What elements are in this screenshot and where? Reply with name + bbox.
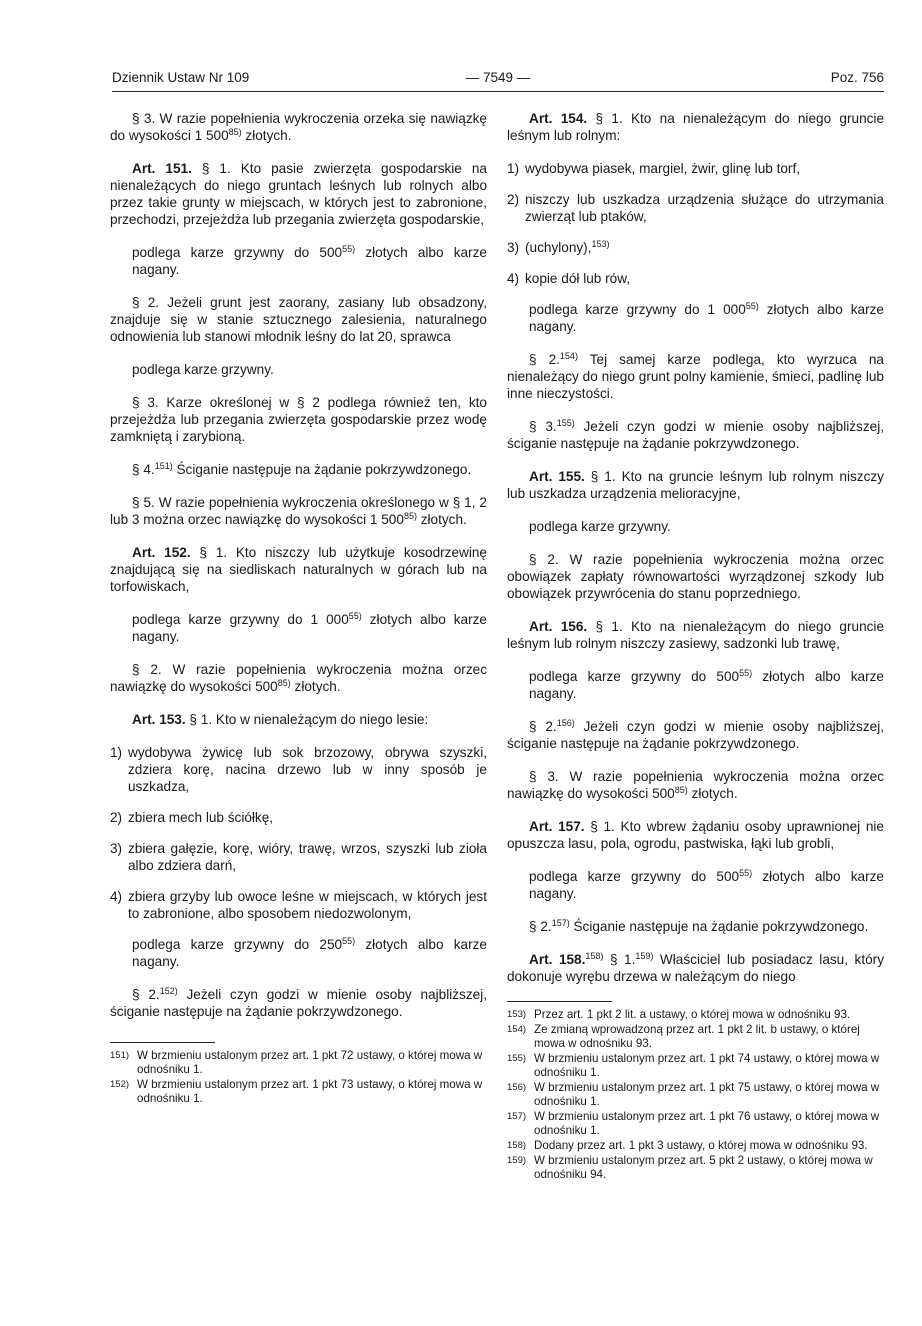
article-155: Art. 155. § 1. Kto na gruncie leśnym lub rolnym niszczy lub uszkadza urządzenia melioracyjne,: [507, 469, 884, 501]
penalty: podlega karze grzywny do 1 000$^{55)}$ złotych albo karze nagany.: [529, 301, 884, 334]
footnote: 151) W brzmieniu ustalonym przez art. 1 pkt 72 ustawy, o której mowa w odnośniku 1.: [110, 1049, 483, 1076]
list-item: 3) (uchylony),$^{153)}$: [507, 239, 610, 255]
footnote: 153) Przez art. 1 pkt 2 lit. a ustawy, o której mowa w odnośniku 93.: [507, 1008, 851, 1021]
paragraph: § 2.$^{156)}$ Jeżeli czyn godzi w mienie osoby najbliższej, ściganie następuje na żądanie pokrzywdzonego.: [507, 718, 884, 751]
article-157: Art. 157. § 1. Kto wbrew żądaniu osoby uprawnionej nie opuszcza lasu, pola, ogrodu, pastwiska, łąki lub grobli,: [507, 819, 884, 851]
article-158: Art. 158.$^{158)}$ § 1.$^{159)}$ Właściciel lub posiadacz lasu, który dokonuje wyrębu drzewa w należącym do niego: [507, 951, 884, 984]
footnote-rule: [507, 1001, 612, 1002]
journal-title: Dziennik Ustaw Nr 109: [112, 70, 250, 85]
paragraph: § 3. Karze określonej w § 2 podlega również ten, kto przejeżdża lub przegania zwierzęta gospodarskie przez wodę zamkniętą i zarybioną.: [110, 395, 487, 444]
footnote-rule: [110, 1042, 215, 1043]
penalty: podlega karze grzywny do 1 000$^{55)}$ złotych albo karze nagany.: [132, 611, 487, 644]
paragraph: § 5. W razie popełnienia wykroczenia określonego w § 1, 2 lub 3 można orzec nawiązkę do wysokości 1 500$^{85)}$ złotych.: [110, 495, 487, 527]
left-column: [110, 110, 487, 1107]
article-152: Art. 152. § 1. Kto niszczy lub użytkuje kosodrzewinę znajdującą się na siedliskach naturalnych w górach lub na torfowiskach,: [110, 545, 487, 594]
page-header: [112, 70, 884, 90]
penalty: podlega karze grzywny do 500$^{55)}$ złotych albo karze nagany.: [132, 244, 487, 277]
footnote: 154) Ze zmianą wprowadzoną przez art. 1 pkt 2 lit. b ustawy, o której mowa w odnośniku 93.: [507, 1023, 860, 1050]
list-item: 3) zbiera gałęzie, korę, wióry, trawę, wrzos, szyszki lub zioła albo zdziera darń,: [110, 841, 487, 873]
list-item: 2) zbiera mech lub ściółkę,: [110, 810, 274, 825]
paragraph: § 3. W razie popełnienia wykroczenia orzeka się nawiązkę do wysokości 1 500$^{85)}$ złotych.: [110, 111, 487, 143]
header-rule: [112, 91, 884, 92]
penalty: podlega karze grzywny do 250$^{55)}$ złotych albo karze nagany.: [132, 936, 487, 969]
penalty: podlega karze grzywny.: [132, 362, 274, 377]
paragraph: § 2. W razie popełnienia wykroczenia można orzec obowiązek zapłaty równowartości wyrządzonej szkody lub obowiązek przywrócenia do stanu poprzedniego.: [507, 552, 884, 601]
paragraph: § 4.$^{151)}$ Ściganie następuje na żądanie pokrzywdzonego.: [132, 461, 472, 477]
paragraph: § 2.$^{152)}$ Jeżeli czyn godzi w mienie osoby najbliższej, ściganie następuje na żądanie pokrzywdzonego.: [110, 986, 487, 1019]
penalty: podlega karze grzywny do 500$^{55)}$ złotych albo karze nagany.: [529, 668, 884, 701]
list-item: 2) niszczy lub uszkadza urządzenia służące do utrzymania zwierząt lub ptaków,: [507, 192, 884, 224]
list-item: 4) kopie dół lub rów,: [507, 271, 631, 286]
paragraph: § 2.$^{157)}$ Ściganie następuje na żądanie pokrzywdzonego.: [529, 918, 869, 934]
position-number: Poz. 756: [830, 70, 884, 85]
penalty: podlega karze grzywny do 500$^{55)}$ złotych albo karze nagany.: [529, 868, 884, 901]
footnote: 155) W brzmieniu ustalonym przez art. 1 pkt 74 ustawy, o której mowa w odnośniku 1.: [507, 1052, 880, 1079]
footnote: 152) W brzmieniu ustalonym przez art. 1 pkt 73 ustawy, o której mowa w odnośniku 1.: [110, 1078, 483, 1105]
article-153: Art. 153. § 1. Kto w nienależącym do niego lesie:: [132, 712, 429, 727]
footnote: 158) Dodany przez art. 1 pkt 3 ustawy, o której mowa w odnośniku 93.: [507, 1139, 868, 1152]
footnote: 156) W brzmieniu ustalonym przez art. 1 pkt 75 ustawy, o której mowa w odnośniku 1.: [507, 1081, 880, 1108]
paragraph: § 2.$^{154)}$ Tej samej karze podlega, kto wyrzuca na nienależący do niego grunt polny kamienie, śmieci, padlinę lub inne nieczystości.: [507, 351, 884, 401]
article-156: Art. 156. § 1. Kto na nienależącym do niego gruncie leśnym lub rolnym niszczy zasiewy, sadzonki lub trawę,: [507, 619, 885, 651]
footnote: 159) W brzmieniu ustalonym przez art. 5 pkt 2 ustawy, o której mowa w odnośniku 94.: [507, 1154, 873, 1181]
paragraph: § 2. W razie popełnienia wykroczenia można orzec nawiązkę do wysokości 500$^{85)}$ złotych.: [110, 662, 487, 694]
paragraph: § 2. Jeżeli grunt jest zaorany, zasiany lub obsadzony, znajduje się w stanie sztucznego zalesienia, naturalnego odnowienia lub stanowi młodnik leśny do lat 20, sprawca: [110, 295, 487, 344]
list-item: 4) zbiera grzyby lub owoce leśne w miejscach, w których jest to zabronione, albo sposobem niedozwolonym,: [110, 889, 487, 921]
footnote: 157) W brzmieniu ustalonym przez art. 1 pkt 76 ustawy, o której mowa w odnośniku 1.: [507, 1110, 880, 1137]
penalty: podlega karze grzywny.: [529, 519, 671, 534]
list-item: 1) wydobywa żywicę lub sok brzozowy, obrywa szyszki, zdziera korę, nacina drzewo lub w inny sposób je uszkadza,: [110, 745, 487, 794]
page-number: — 7549 —: [465, 70, 531, 85]
list-item: 1) wydobywa piasek, margiel, żwir, glinę lub torf,: [507, 161, 801, 176]
paragraph: § 3.$^{155)}$ Jeżeli czyn godzi w mienie osoby najbliższej, ściganie następuje na żądanie pokrzywdzonego.: [507, 418, 884, 451]
paragraph: § 3. W razie popełnienia wykroczenia można orzec nawiązkę do wysokości 500$^{85)}$ złotych.: [507, 769, 884, 801]
article-151: Art. 151. § 1. Kto pasie zwierzęta gospodarskie na nienależących do niego gruntach leśnych lub rolnych albo przez takie grunty w miejscach, w których jest to zabronione, przechodzi, przejeżdża lub przegania zwierzęta gospodarskie,: [110, 161, 487, 227]
article-154: Art. 154. § 1. Kto na nienależącym do niego gruncie leśnym lub rolnym:: [507, 111, 885, 143]
right-column: [507, 110, 884, 1183]
